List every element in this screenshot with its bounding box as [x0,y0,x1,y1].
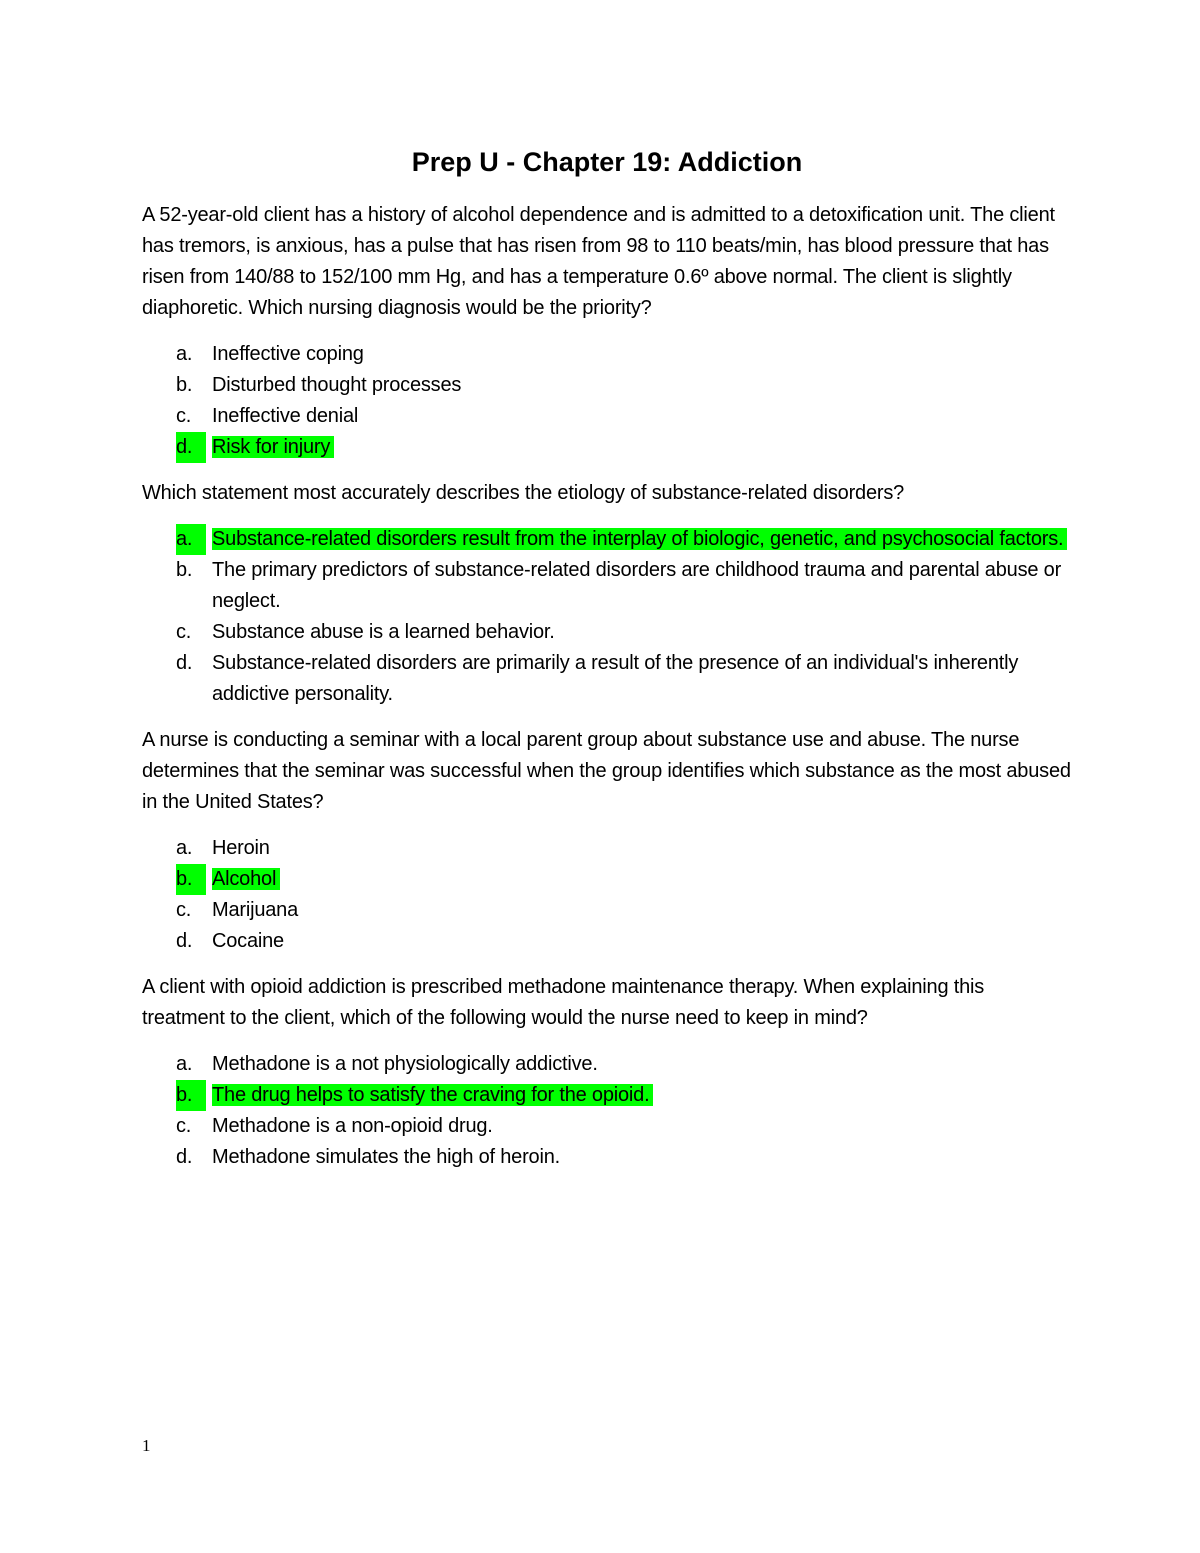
option-letter: d. [176,652,193,674]
option-letter: d. [176,1146,193,1168]
option-letter: d. [176,432,206,463]
answer-options [142,524,1072,710]
option-text: Methadone is a not physiologically addictive. [212,1053,598,1075]
correct-answer-highlight: Substance-related disorders result from the interplay of biologic, genetic, and psychosocial factors. [212,528,1067,550]
correct-answer-highlight: Alcohol [212,868,280,890]
answer-option [142,1049,1072,1080]
option-text: Substance abuse is a learned behavior. [212,621,555,643]
option-text: Ineffective denial [212,405,359,427]
answer-option-correct [142,432,1072,463]
option-letter: c. [176,899,192,921]
answer-options [142,833,1072,957]
option-text: Methadone is a non-opioid drug. [212,1115,493,1137]
option-letter: a. [176,1053,193,1075]
option-letter: d. [176,930,193,952]
page-number: 1 [142,1436,151,1455]
option-text: Heroin [212,837,270,859]
answer-option [142,648,1072,710]
option-letter: c. [176,1115,192,1137]
answer-option [142,833,1072,864]
answer-options [142,1049,1072,1173]
option-letter: a. [176,524,206,555]
question-stem: Which statement most accurately describes the etiology of substance-related disorders? [142,482,905,504]
question-block [142,200,1072,463]
question-block [142,972,1072,1173]
answer-option [142,1111,1072,1142]
option-letter: b. [176,559,193,581]
option-text: Methadone simulates the high of heroin. [212,1146,560,1168]
option-text: Marijuana [212,899,299,921]
question-block [142,478,1072,710]
question-stem: A nurse is conducting a seminar with a local parent group about substance use and abuse. The nurse determines that the seminar was successful when the group identifies which substance as the most abused in the United States? [142,729,1071,813]
document-page [142,140,1072,1188]
answer-options [142,339,1072,463]
answer-option-correct [142,1080,1072,1111]
option-text: Ineffective coping [212,343,364,365]
option-letter: a. [176,837,193,859]
answer-option [142,895,1072,926]
option-letter: b. [176,864,206,895]
option-text: The primary predictors of substance-related disorders are childhood trauma and parental abuse or neglect. [212,559,1062,612]
answer-option [142,401,1072,432]
answer-option [142,1142,1072,1173]
question-list [142,200,1072,1173]
option-text: Substance-related disorders are primarily a result of the presence of an individual's inherently addictive personality. [212,652,1019,705]
option-text: Disturbed thought processes [212,374,462,396]
answer-option [142,339,1072,370]
document-title: Prep U - Chapter 19: Addiction [411,147,803,177]
correct-answer-highlight: Risk for injury [212,436,334,458]
option-letter: c. [176,405,192,427]
question-stem: A 52-year-old client has a history of alcohol dependence and is admitted to a detoxification unit. The client has tremors, is anxious, has a pulse that has risen from 98 to 110 beats/min, has blood pressure that has risen from 140/88 to 152/100 mm Hg, and has a temperature 0.6º above normal. The client is slightly diaphoretic. Which nursing diagnosis would be the priority? [142,204,1055,319]
option-letter: c. [176,621,192,643]
question-block [142,725,1072,957]
option-letter: b. [176,1080,206,1111]
answer-option [142,926,1072,957]
answer-option-correct [142,524,1072,555]
option-letter: b. [176,374,193,396]
answer-option-correct [142,864,1072,895]
option-text: Cocaine [212,930,284,952]
answer-option [142,555,1072,617]
correct-answer-highlight: The drug helps to satisfy the craving for the opioid. [212,1084,653,1106]
answer-option [142,370,1072,401]
question-stem: A client with opioid addiction is prescribed methadone maintenance therapy. When explaining this treatment to the client, which of the following would the nurse need to keep in mind? [142,976,985,1029]
answer-option [142,617,1072,648]
option-letter: a. [176,343,193,365]
